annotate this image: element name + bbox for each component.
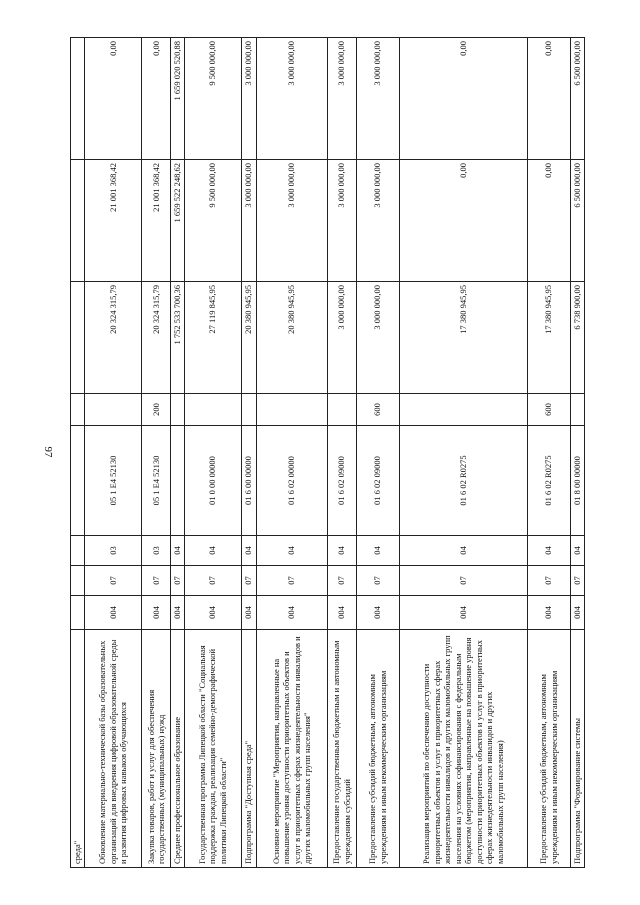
cell-csr: 01 8 00 00000 — [570, 426, 584, 536]
table-row — [71, 38, 85, 868]
cell-name: Предоставление субсидий бюджетным, автономным учреждениям и иным некоммерческим организациям — [527, 630, 570, 868]
cell-v3: 3 000 000,00 — [256, 38, 327, 160]
cell-sub: 04 — [327, 536, 356, 566]
cell-v3 — [71, 38, 85, 160]
cell-sub: 04 — [527, 536, 570, 566]
cell-v2: 3 000 000,00 — [356, 160, 399, 282]
cell-sec: 07 — [142, 566, 171, 596]
cell-v2: 0,00 — [527, 160, 570, 282]
cell-v1: 20 324 315,79 — [142, 282, 171, 394]
cell-v1: 20 380 945,95 — [256, 282, 327, 394]
cell-sec: 07 — [327, 566, 356, 596]
cell-v3: 3 000 000,00 — [327, 38, 356, 160]
cell-csr: 01 0 00 00000 — [184, 426, 241, 536]
cell-vr — [241, 394, 256, 426]
cell-v3: 0,00 — [85, 38, 142, 160]
cell-sub: 04 — [184, 536, 241, 566]
cell-sub: 03 — [142, 536, 171, 566]
cell-csr — [71, 426, 85, 536]
cell-v2: 1 659 522 248,62 — [171, 160, 185, 282]
cell-adm: 004 — [171, 596, 185, 630]
cell-v1: 20 380 945,95 — [241, 282, 256, 394]
cell-csr: 01 6 02 R0275 — [527, 426, 570, 536]
table-row — [85, 38, 142, 868]
table-row — [356, 38, 399, 868]
cell-adm: 004 — [399, 596, 527, 630]
cell-vr — [570, 394, 584, 426]
cell-name: Предоставление государственным бюджетным и автономным учреждениям субсидий — [327, 630, 356, 868]
cell-sub: 04 — [171, 536, 185, 566]
cell-name: Закупка товаров, работ и услуг для обеспечения государственных (муниципальных) нужд — [142, 630, 171, 868]
cell-adm: 004 — [85, 596, 142, 630]
rotated-page-content — [70, 38, 595, 868]
cell-adm: 004 — [570, 596, 584, 630]
cell-name: Обновление материально-технической базы образовательных организаций для внедрения цифровой образовательной среды и развития цифровых навыков обучающихся — [85, 630, 142, 868]
cell-sec: 07 — [527, 566, 570, 596]
cell-vr — [256, 394, 327, 426]
cell-vr — [399, 394, 527, 426]
cell-v3: 0,00 — [142, 38, 171, 160]
cell-adm: 004 — [256, 596, 327, 630]
cell-v1: 3 000 000,00 — [327, 282, 356, 394]
cell-name: Предоставление субсидий бюджетным, автономным учреждениям и иным некоммерческим организациям — [356, 630, 399, 868]
budget-table — [70, 37, 585, 868]
cell-v1: 17 380 945,95 — [527, 282, 570, 394]
cell-vr — [184, 394, 241, 426]
cell-v3: 0,00 — [527, 38, 570, 160]
cell-v3: 3 000 000,00 — [241, 38, 256, 160]
cell-sec: 07 — [399, 566, 527, 596]
cell-v3: 1 659 020 520,88 — [171, 38, 185, 160]
cell-name: Реализация мероприятий по обеспечению доступности приоритетных объектов и услуг в приоритетных сферах жизнедеятельности инвалидов и других маломобильных групп населения на условиях софинансирования с федеральным бюджетом (мероприятия, направленные на повышение уровня доступности приоритетных объектов и услуг в приоритетных сферах жизнедеятельности инвалидов и других маломобильных групп населения) — [399, 630, 527, 868]
table-row — [399, 38, 527, 868]
cell-csr: 05 1 E4 52130 — [142, 426, 171, 536]
cell-sec: 07 — [184, 566, 241, 596]
cell-v2: 6 500 000,00 — [570, 160, 584, 282]
cell-v2: 3 000 000,00 — [327, 160, 356, 282]
table-row — [142, 38, 171, 868]
cell-v2: 0,00 — [399, 160, 527, 282]
cell-sec — [71, 566, 85, 596]
cell-v2: 21 001 368,42 — [142, 160, 171, 282]
cell-v1: 27 119 845,95 — [184, 282, 241, 394]
cell-sec: 07 — [171, 566, 185, 596]
cell-v1: 3 000 000,00 — [356, 282, 399, 394]
cell-sec: 07 — [256, 566, 327, 596]
cell-vr — [171, 394, 185, 426]
cell-adm: 004 — [241, 596, 256, 630]
cell-csr: 01 6 00 00000 — [241, 426, 256, 536]
cell-vr: 600 — [356, 394, 399, 426]
cell-csr: 01 6 02 00000 — [256, 426, 327, 536]
cell-csr: 05 1 E4 52130 — [85, 426, 142, 536]
table-row — [327, 38, 356, 868]
cell-sec: 07 — [570, 566, 584, 596]
cell-sub: 03 — [85, 536, 142, 566]
cell-csr: 01 6 02 R0275 — [399, 426, 527, 536]
cell-sec: 07 — [356, 566, 399, 596]
table-row — [171, 38, 185, 868]
cell-v2: 9 500 000,00 — [184, 160, 241, 282]
cell-name: Среднее профессиональное образование — [171, 630, 185, 868]
cell-adm: 004 — [142, 596, 171, 630]
cell-name: Государственная программа Липецкой области "Социальная поддержка граждан, реализация семейно-демографической политики Липецкой области" — [184, 630, 241, 868]
cell-adm: 004 — [327, 596, 356, 630]
cell-name: Подпрограмма "Доступная среда" — [241, 630, 256, 868]
cell-vr: 600 — [527, 394, 570, 426]
cell-v1: 17 380 945,95 — [399, 282, 527, 394]
cell-name: Основное мероприятие "Мероприятия, направленные на повышение уровня доступности приоритетных объектов и услуг в приоритетных сферах жизнедеятельности инвалидов и других маломобильных групп населения" — [256, 630, 327, 868]
cell-sub: 04 — [356, 536, 399, 566]
cell-vr — [327, 394, 356, 426]
cell-v1: 1 752 533 700,36 — [171, 282, 185, 394]
cell-vr — [71, 394, 85, 426]
cell-v2: 21 001 368,42 — [85, 160, 142, 282]
table-row — [256, 38, 327, 868]
cell-vr — [85, 394, 142, 426]
cell-sub: 04 — [570, 536, 584, 566]
cell-name: Подпрограмма "Формирование системы — [570, 630, 584, 868]
cell-v3: 9 500 000,00 — [184, 38, 241, 160]
cell-sec: 07 — [241, 566, 256, 596]
table-row — [184, 38, 241, 868]
page-number: 97 — [42, 446, 54, 458]
cell-csr: 01 6 02 09000 — [327, 426, 356, 536]
cell-v3: 0,00 — [399, 38, 527, 160]
table-row — [570, 38, 584, 868]
cell-adm: 004 — [184, 596, 241, 630]
cell-sub: 04 — [241, 536, 256, 566]
cell-adm — [71, 596, 85, 630]
cell-csr: 01 6 02 09000 — [356, 426, 399, 536]
cell-v2 — [71, 160, 85, 282]
cell-v2: 3 000 000,00 — [256, 160, 327, 282]
cell-csr — [171, 426, 185, 536]
cell-sub — [71, 536, 85, 566]
table-row — [527, 38, 570, 868]
cell-sec: 07 — [85, 566, 142, 596]
cell-vr: 200 — [142, 394, 171, 426]
table-body — [71, 38, 585, 868]
cell-sub: 04 — [256, 536, 327, 566]
cell-v3: 3 000 000,00 — [356, 38, 399, 160]
cell-v1: 6 738 900,00 — [570, 282, 584, 394]
cell-adm: 004 — [356, 596, 399, 630]
cell-adm: 004 — [527, 596, 570, 630]
cell-v3: 6 500 000,00 — [570, 38, 584, 160]
cell-sub: 04 — [399, 536, 527, 566]
cell-v1: 20 324 315,79 — [85, 282, 142, 394]
cell-v1 — [71, 282, 85, 394]
cell-name: среда" — [71, 630, 85, 868]
table-row — [241, 38, 256, 868]
cell-v2: 3 000 000,00 — [241, 160, 256, 282]
